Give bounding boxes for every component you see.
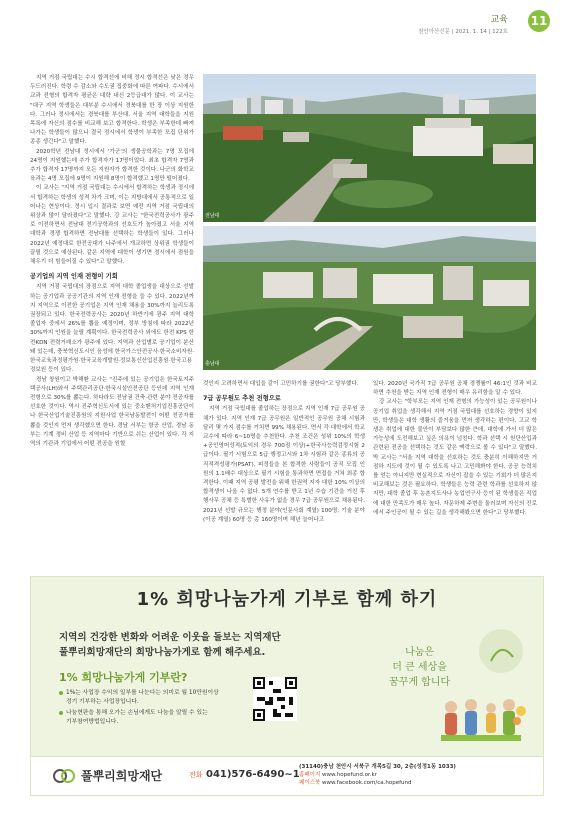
article-column-3 <box>373 380 537 518</box>
org-phone[interactable]: 전화 041)576-6490~1 <box>189 769 300 780</box>
issue-meta: 천안아산신문 | 2021. 1. 14 | 122호 <box>418 29 508 35</box>
leaf-logo-icon <box>53 766 75 786</box>
ad-bullet-2: 나눔현판을 통해 오가는 손님에게도 나눔을 알릴 수 있는 기부참여방법입니다. <box>59 709 208 726</box>
article-column-2 <box>203 380 365 525</box>
ad-footer <box>31 756 543 795</box>
paragraph: 있다. 2020년 국가직 7급 공무원 공채 경쟁률이 46:1인 것과 비교하면 추천을 받는 지역 인재 전형이 매우 유리함을 알 수 있다. <box>373 381 537 397</box>
ad-line-1: 지역의 건강한 변화와 어려운 이웃을 돌보는 지역재단 <box>59 632 281 643</box>
paragraph: 지역 거점 국립대는 수시 합격선에 비해 정시 합격선은 낮은 경우 두드러진다. 학령 수 감소와 수도권 집중화에 따른 여파다. 수시에서 교과 전형의 합격자 평균은 대략 내신 2등급대가 많다. 이 교사는 "대구 지역 학생들은 대부분 수시에서 경북대를 한 장 이상 지원한다. 그러나 정시에서는 경북대를 부산대, 서울 지역 대학들을 지원 목록에 자신의 점수를 비교해 보고 합격한다. 학생은 부족한데 빠져나가는 학생들이 많으니 결국 정시에서 학생이 부족한 모집 단위가 종종 생긴다"고 말했다. <box>30 75 194 146</box>
bullet-icon <box>59 691 63 695</box>
org-homepage[interactable]: 홈페이지 www.hopefund.or.kr <box>299 772 377 778</box>
donation-ad <box>30 576 544 796</box>
org-contact <box>299 763 456 787</box>
ad-bullet-1: 1%는 사업장 수익의 일부를 나눈다는 의미로 월 10만원이상 정기 기부하는 사업장입니다. <box>59 689 219 706</box>
paragraph: 이 교사는 "지역 거점 국립대는 수시에서 합격하는 학생과 정시에서 합격하는 학생의 성적 차가 크며, 이는 지방대에서 공통적으로 일어나는 현상이다. 정시 입시 결과로 보면 예전 지역 거점 국립대의 위상과 많이 달라졌다"고 말했다. 강 교사는 "한국전력공사가 광주로 이전하면서 전남대 전기공학과의 선호도가 높아졌고 서울 지역 대학과 경쟁 합격하면 전남대를 선택하는 학생들이 있다. 그러나 2022년 예정대로 한전공대가 나주에서 개교하면 상위권 학생들이 끌릴 것으로 예상된다. 같은 지역에 대학이 생기면 정시에서 점원을 채우기 더 힘들어질 수 있다"고 말했다. <box>30 185 194 266</box>
handwritten-slogan: 나눔은 더 큰 세상을 꿈꾸게 합니다 <box>389 647 451 688</box>
paragraph: 지역 거점 국립대를 졸업하는 장점으로 지역 인재 7급 공무원 공채가 있다. 지역 인재 7급 공무원은 일반적인 공무원 공채 시험과 달리 몇 가지 점수를 거치면 99% 채용된다. 면서 각 대학에서 학교 교수에 따라 6~10명을 추천한다. 추천 조건은 성위 10%의 학생+공인영어성적(토익의 경우 700점 이상)+한국사능력검정시험 2급이다. 필기 시험으로 5급 행정고시와 1차 시험과 같은 종류의 공직적격성평가(PSAT), 피정들을 본 합격한 사람들이 공직 모집 인원의 1.1배수 대상으로 필기 시험을 통과하면 면접을 거쳐 최종 합격한다. 이때 지역 공평 발전을 위해 한권역 지자 대한 10% 이상의 합격생이 나올 수 없다. 5개 연수를 받고 1년 수습 기간을 거친 후 행사무 공채 등 특별한 사유가 없을 경우 7급 공무원으로 채용된다. 2021년 선발 규모는 행정 분야(인문사회 계열) 100명, 기술 분야(이공 계열) 60명 등 총 160명이며 해년 늘어나고 <box>203 406 365 523</box>
ad-title: 1% 희망나눔가게 기부로 함께 하기 <box>136 589 438 610</box>
ad-line-2: 풀뿌리희망재단의 희망나눔가게로 함께 해주세요. <box>59 647 266 658</box>
photo-caption: 전남대 <box>205 213 220 219</box>
section-heading: 7급 공무원도 추천 전형으로 <box>203 395 281 403</box>
page-number: 11 <box>528 10 550 32</box>
campus-photo-1 <box>203 74 536 222</box>
bullet-icon <box>59 711 63 715</box>
paragraph: 것인지 고려하면서 대입을 같이 고민하기를 권한다"고 당부했다. <box>203 381 359 387</box>
photo-caption: 충남대 <box>205 361 220 367</box>
paragraph: 강 교사는 "학부모는 지역 인재 전형의 가능성이 있는 공무원이나 공기업 취업을 생각해서 지역 거점 국립대를 선호하는 경향이 있지만, 학생들은 대학 생활의 즐거움을 먼저 생각하는 편이다. 고교 학생은 취업에 대한 불안이 부담보다 많한 큰데, 대학에 가서 더 많은 가능성에 도전해보고 싶은 의욕이 넘친다. 학과 선택 시 원단산업과 관련된 전공을 선택하는 것도 같은 맥락으로 볼 수 있다"고 말했다. 박 교사는 "서울 지역 대학을 선호하는 것도 충분히 이해하지만 거점하 지도에 것이 될 수 있도록 나고 고민해봐야 한다. 공공 능력치를 얻는 아니지만 현실적으로 자신이 잡을 수 있는 기회가 더 많은지 비교해보는 것은 필요하다. 학생들은 능력 관련 학과를 선호하지 않지만, 대학 졸업 후 농촌지도사나 농업연구사 등이 된 학생들은 직업에 대한 만족도가 매우 높다. 자문하제 주변을 둘러보며 자신의 진로에서 주인공이 될 수 있는 길을 생각해봤으면 한다"고 당부했다. <box>373 399 537 516</box>
paragraph: 2020학년 전남대 정시에서 '가군'의 생물공학과는 7명 모집에 24명이 지원했는데 추가 합격자가 17명이었다. 최초 합격자 7명과 추가 합격자 17명까지 모든 지원자가 합격한 것이다. 나군의 화학교육과는 4명 모집에 9명이 지원해 8명이 합격했고 1명만 떨어졌다. <box>30 148 194 183</box>
section-label: 교육 <box>490 15 508 25</box>
paragraph: 경남 창원이고 박해환 교사는 "진주에 있는 공기업은 한국토지주택공사(LH)와서 주택관리공단·한국시설안전공단 등인데 지역 인재 전형으로 30%를 뽑는다. 하다라도 전남권 건축·관련 분야 전공자를 선호한 것이다. 역시 진주혁신도시에 있는 중소벤처기업진흥공단이나 한국산업기술진흥원의 지원사업 한국남동발전이 어떤 전공자를 뽑을 것인지 먼저 생각했으면 한다. 경남 서부는 항공 산업, 경남 동부는 기계 정비 산업 등 지역마다 기반으로 쉬는 산업이 있다. 각 지역의 기관과 기업에서 어떤 전공을 원할 <box>30 376 194 447</box>
article-column-1 <box>30 74 194 449</box>
campus-photo-2 <box>203 226 536 370</box>
org-address: (31140)충남 천안시 서북구 개목5길 30, 2층(성정1동 1033) <box>299 764 456 770</box>
org-name: 풀뿌리희망재단 <box>81 769 163 783</box>
qr-code[interactable] <box>253 677 297 721</box>
org-facebook[interactable]: 페이스북 www.facebook.com/ca.hopefund <box>299 780 412 786</box>
ad-question: 1% 희망나눔가게 기부란? <box>59 671 188 684</box>
paragraph: 지역 거점 국립대의 장점으로 지역 대학 졸업생을 대상으로 선발하는 공기업과 공공기관의 지역 인재 전형을 들 수 있다. 2022년까지 지역으로 이전한 공기업은 지역 인재 채용을 30%까지 늘리도록 권장되고 있다. 한국전력공사는 2020년 하반기에 광주 지역 대학 졸업자 중에서 26%를 뽑을 예정이며, 정부 방침에 따라 2022년 30%까지 인원을 늘릴 계획이다. 한국전력공사 외에도 한전 KPS 한전KDN 전력거래소가 광주에 있다. 지역과 산업별로 공기업이 분산돼 있는데, 충북혁신도시인 음성에 한국가스안전공사·한국소비자원·한국교육과정평가원·한국교육개발원·정보통신산업진흥원·한국고용정보원 등이 있다. <box>30 284 194 374</box>
section-heading: 공기업의 지역 인재 전형이 기회 <box>30 273 118 281</box>
